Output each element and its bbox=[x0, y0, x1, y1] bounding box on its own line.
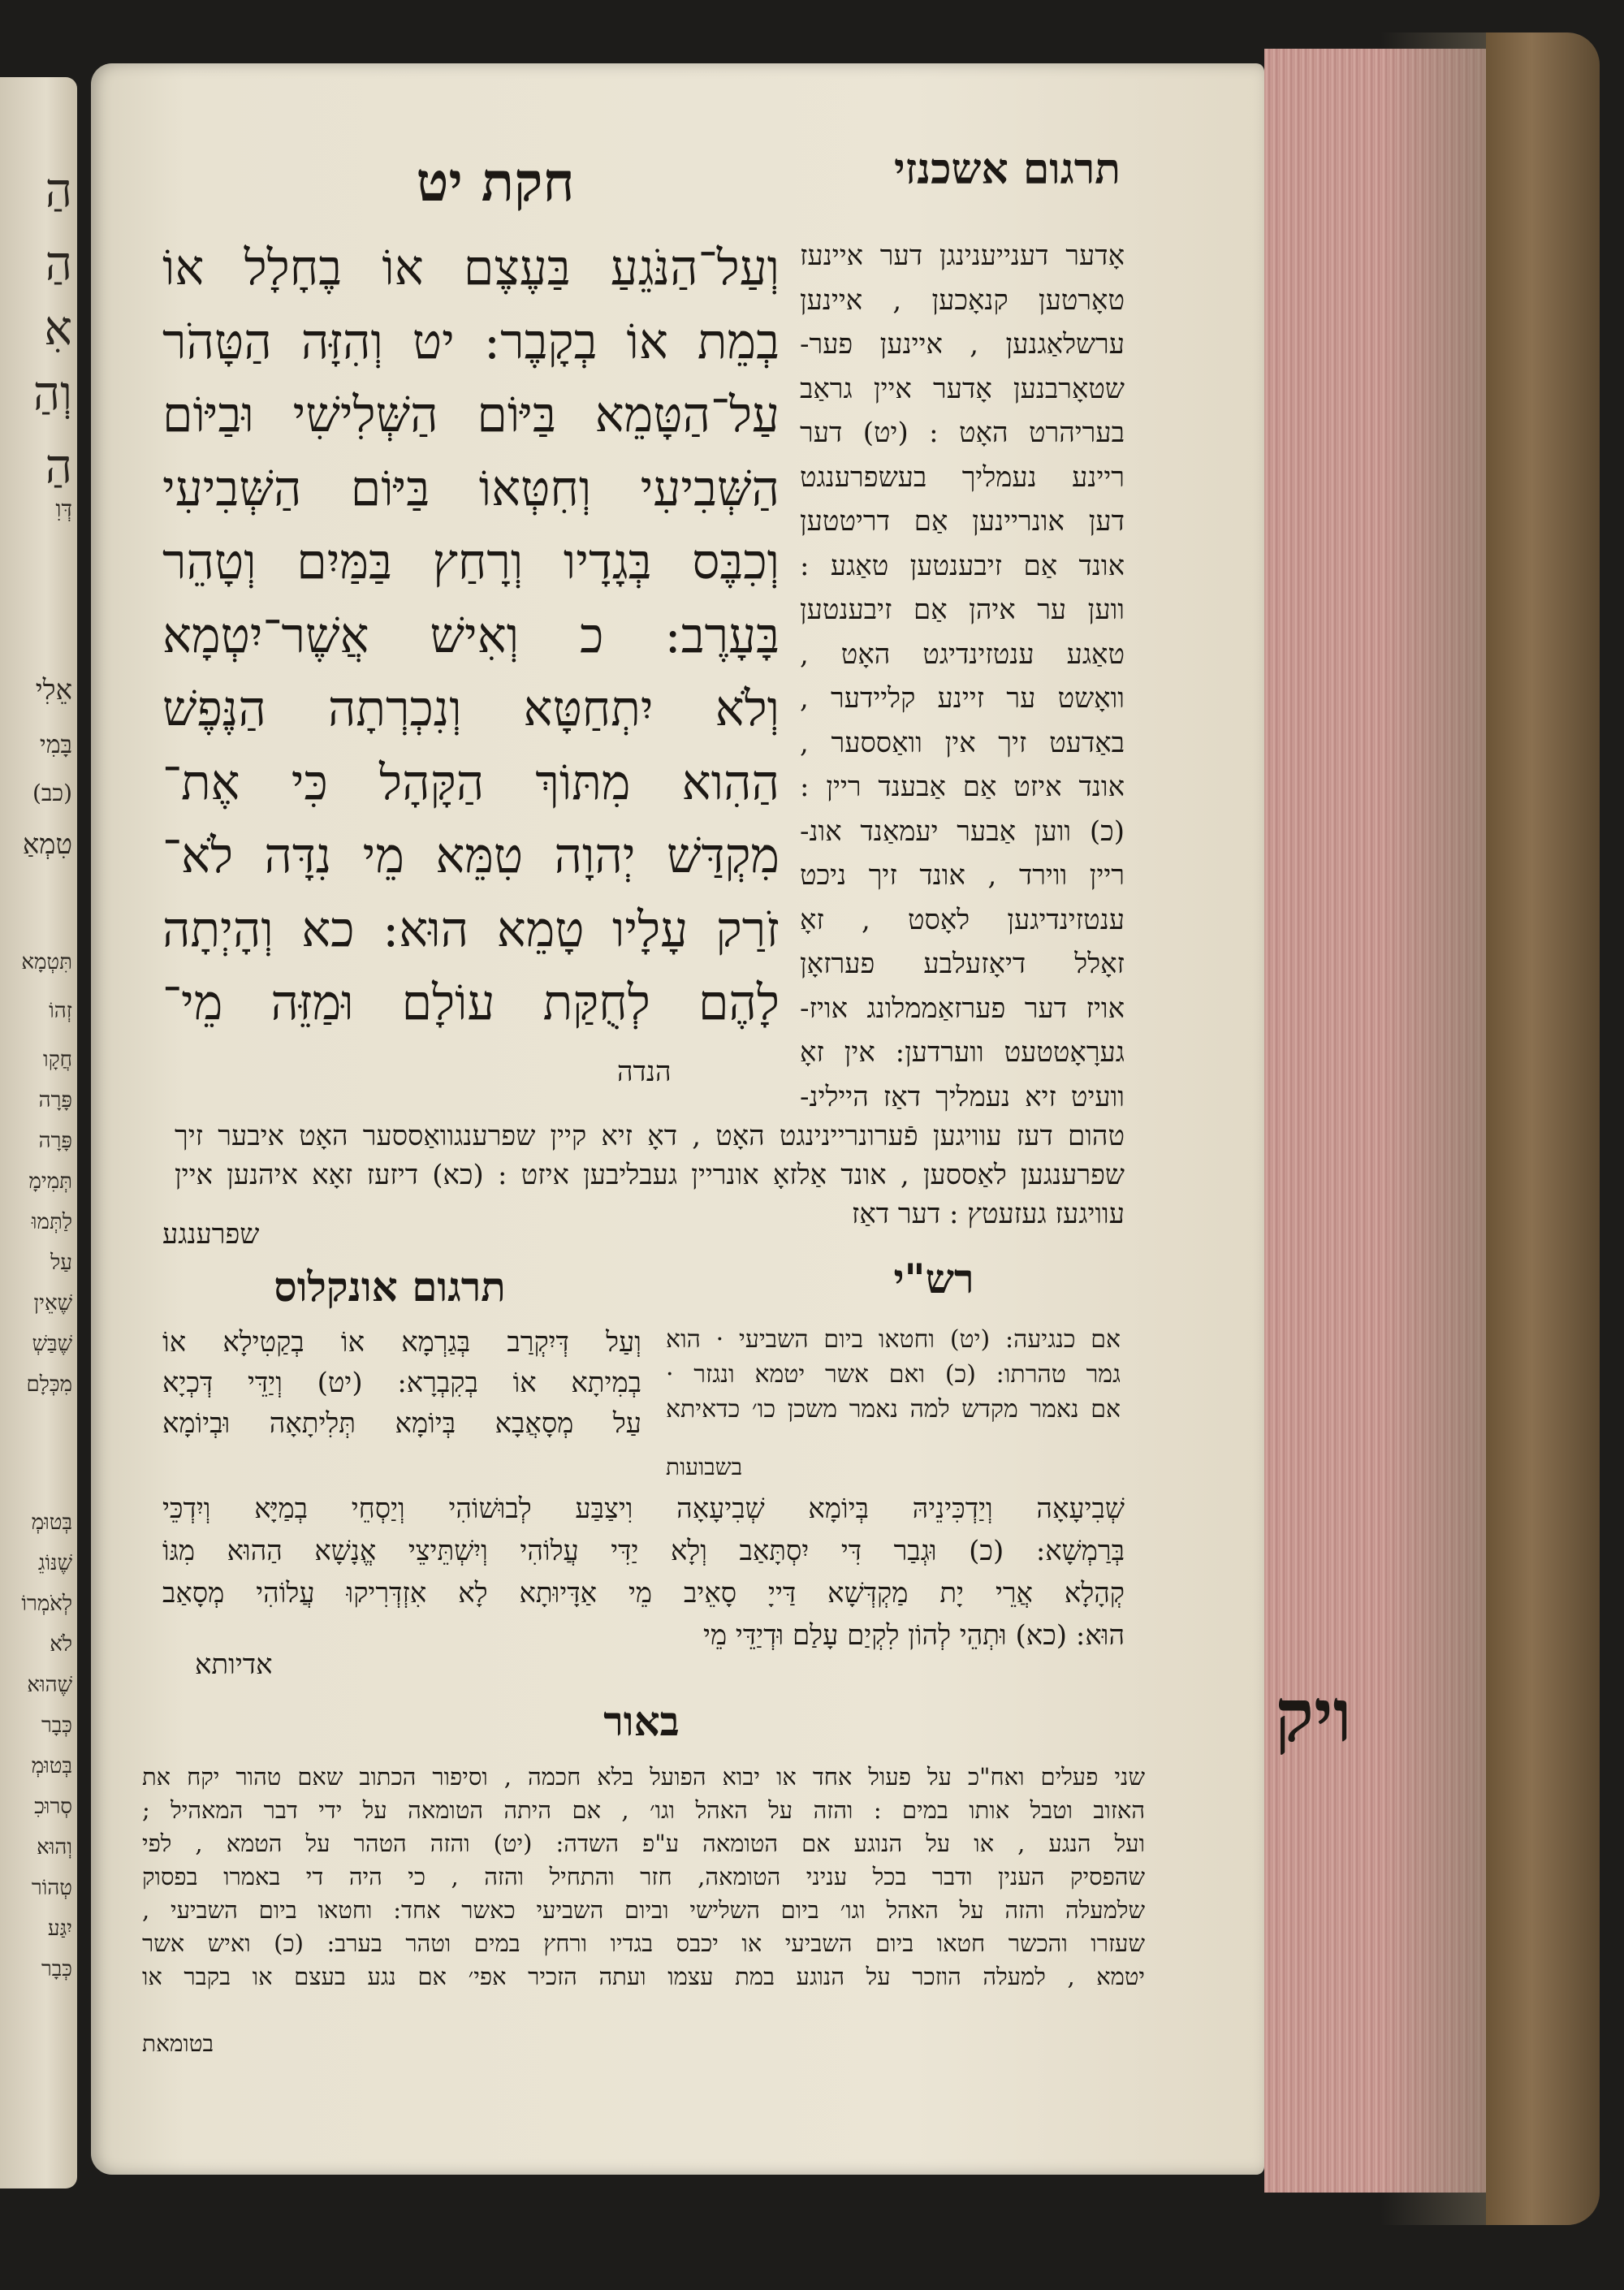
onkelos-heading: תרגום אונקלוס bbox=[274, 1263, 506, 1311]
left-page-fragment: זְהוֹ bbox=[49, 999, 72, 1023]
left-page-fragment: שֶׁבַּשְׁ bbox=[32, 1332, 72, 1356]
left-page-fragment: וְהוּא bbox=[37, 1835, 72, 1860]
left-page-fragment: תִּטְמָא bbox=[21, 950, 72, 974]
left-page-fragment: הַ bbox=[45, 162, 72, 218]
scripture-catchword: הנדה bbox=[617, 1056, 672, 1088]
left-page-fragment: (כב) bbox=[32, 780, 72, 806]
yiddish-line: דען אונריינען אַם דריטטען bbox=[800, 505, 1125, 538]
left-page-fragment: לַתְּמוּ bbox=[31, 1210, 72, 1234]
onkelos-line: בְמִיתָא אוֹ בְקִבְרָא: (יט) וְיַדֵּי דְּכְיָא bbox=[162, 1367, 641, 1399]
yiddish-line: ענטזינדיגען לאָסט , זאָ bbox=[800, 903, 1125, 936]
biur-line: שלמעלה והזה על האהל וגו׳ ביום השלישי וביום השביעי כאשר אחד: וחטאו ביום השביעי , bbox=[142, 1896, 1145, 1924]
scripture-line: בָּעָרֶב: כ וְאִישׁ אֲשֶׁר־יִטְמָא bbox=[162, 607, 780, 664]
running-head-translation: תרגום אשכנזי bbox=[894, 145, 1121, 194]
biur-line: יטמא , למעלה הוזכר על הנוגע במת עצמו ועתה הזכיר אפי׳ אם נגע בעצם או בקבר או bbox=[142, 1963, 1145, 1990]
yiddish-line: גערָאָטטעט ווערדען: אין זאָ bbox=[800, 1036, 1125, 1069]
running-head-parashah: חקת יט bbox=[416, 150, 575, 214]
left-page-fragment: בְּטוּמְ bbox=[31, 1510, 72, 1535]
yiddish-line: טאָרטען קנאָכען , איינען bbox=[800, 283, 1125, 317]
biur-line: שעזרו והכשר חטאו ביום השביעי או יכבס בגדיו ורחץ במים וטהר בערב: (כ) ואיש אשר bbox=[142, 1929, 1145, 1957]
onkelos-line: בְּרַמְשָׁא: (כ) וּגְבַר דִּי יִסְתָּאַב וְלָא יַדִּי עֲלוֹהִי וְיִשְׁתֵּיצֵי אֱנָשָׁא הַהוּא מִגּוֹ bbox=[162, 1535, 1125, 1567]
left-page-fragment: תְּמִימָ bbox=[28, 1169, 72, 1194]
book-cover bbox=[1486, 32, 1600, 2225]
left-page-fragment: אִ bbox=[44, 300, 72, 356]
left-page-fragment: דְּוִ bbox=[55, 495, 72, 522]
left-page-fragment: פָּרָה bbox=[38, 1129, 72, 1153]
scripture-text bbox=[162, 231, 780, 1040]
scripture-line: בְמֵת אוֹ בְקָבֶר: יט וְהִזָּה הַטָּהֹר bbox=[162, 313, 780, 370]
scripture-line: לָהֶם לְחֻקַּת עוֹלָם וּמַזֵּה מֵי־ bbox=[162, 974, 780, 1031]
rashi-line: אם כנגיעה: (יט) וחטאו ביום השביעי · הוא bbox=[666, 1325, 1121, 1354]
biur-line: שהפסיק הענין ודבר בכל עניני הטומאה, חזר והתחיל והזה , כי היה די באמרו בפסוק bbox=[142, 1863, 1145, 1890]
yiddish-line: וואָשט ער זיינע קליידער , bbox=[800, 682, 1125, 715]
yiddish-line: ריין ווירד , אונד זיך ניכט bbox=[800, 859, 1125, 892]
yiddish-line: עוויגעז געזעטץ : דער דאַז bbox=[851, 1198, 1125, 1230]
onkelos-catchword: אדיותא bbox=[195, 1648, 273, 1681]
yiddish-line: שטאָרבנען אָדער איין גראַב bbox=[800, 372, 1125, 405]
onkelos-line: שְׁבִיעָאָה וְיַדְכִּינֵיהּ בְּיוֹמָא שְׁבִיעָאָה וִיצַבַּע לְבוּשׁוֹהִי וְיַסְחֵי בְמַיָּא וְיִדְכֵּי bbox=[162, 1493, 1125, 1525]
scripture-line: זֹרַק עָלָיו טָמֵא הוּא: כא וְהָיְתָה bbox=[162, 901, 780, 958]
cover-shadow bbox=[1380, 32, 1502, 2225]
rashi-line: גמר טהרתו: (כ) ואם אשר יטמא ונגזר · bbox=[666, 1360, 1121, 1389]
scripture-line: הַהִוא מִתּוֹךְ הַקָּהָל כִּי אֶת־ bbox=[162, 754, 780, 811]
scripture-line: הַשְּׁבִיעִי וְחִטְּאוֹ בַּיּוֹם הַשְּׁבִיעִי bbox=[162, 460, 780, 517]
left-page-fragment: וְהַ bbox=[32, 365, 72, 421]
left-page-fragment: הַ bbox=[45, 235, 72, 291]
yiddish-translation-continued bbox=[175, 1117, 1125, 1234]
yiddish-line: אָדער דענייענינגן דער איינעז bbox=[800, 240, 1125, 272]
left-page-fragment: עַל bbox=[50, 1251, 72, 1275]
left-page-fragment: חֲקָו bbox=[43, 1048, 72, 1072]
yiddish-line: שפרענגען לאַססען , אונד אַלזאָ אונריין געבליבען איזט : (כא) דיזעז זאָא איהנען איין bbox=[175, 1159, 1125, 1191]
scripture-line: וְעַל־הַנֹּגֵעַ בַּעֶצֶם אוֹ בֶחָלָל אוֹ bbox=[162, 240, 780, 296]
rashi-heading: רש"י bbox=[893, 1255, 974, 1303]
yiddish-line: באַדעט זיך אין וואַססער , bbox=[800, 726, 1125, 759]
left-page-fragment: שֶׁנּוֹגֵ bbox=[37, 1551, 72, 1575]
edge-ink-mark: ויק bbox=[1275, 1673, 1352, 1759]
left-page-fragment: טְהוֹר bbox=[31, 1876, 72, 1900]
left-page-fragment: בְּטוּמְ bbox=[31, 1754, 72, 1778]
biur-catchword: בטומאת bbox=[142, 2030, 214, 2057]
left-page-fragment: לְאֹמְרוֹ bbox=[21, 1592, 72, 1616]
left-page-fragment: יִגַּע bbox=[47, 1916, 72, 1941]
left-page-fragment: פָּרָה bbox=[38, 1088, 72, 1113]
onkelos-line: קְהָלָא אֲרֵי יָת מַקְדְּשָׁא דַּייָ סָאֵיב מֵי אַדָּיוּתָא לָא אִזְדְּרִיקוּ עֲלוֹהִי מְסָאַב bbox=[162, 1577, 1125, 1609]
yiddish-translation-column bbox=[800, 234, 1125, 1119]
left-page-fragment: הַ bbox=[45, 439, 72, 494]
left-page-fragment: בָּמִי bbox=[39, 731, 72, 759]
scripture-line: עַל־הַטָּמֵא בַּיּוֹם הַשְּׁלִישִׁי וּבַיּוֹם bbox=[162, 387, 780, 443]
left-page-fragment: טִמְאַ bbox=[22, 828, 72, 861]
yiddish-line: וועיט זיא נעמליך דאַז היילינ- bbox=[800, 1080, 1125, 1113]
onkelos-line: וְעַל דְּיִקְרַב בְּגַרְמָא אוֹ בְקַטִילָא אוֹ bbox=[162, 1326, 641, 1359]
biur-line: האזוב וטבל אותו במים : והזה על האהל וגו׳ , אם היתה הטומאה על ידי דבר המאהיל ; bbox=[142, 1796, 1145, 1824]
onkelos-line: עַל מְסָאֲבָא בְּיוֹמָא תְּלִיתָאָה וּבְיוֹמָא bbox=[162, 1407, 641, 1440]
scripture-line: מִקְדַּשׁ יְהוָה טִמֵּא מֵי נִדָּה לֹא־ bbox=[162, 827, 780, 884]
onkelos-line: הוּא: (כא) וּתְהֵי לְהוֹן לִקְיַם עָלַם וּדְיַדֵּי מֵי bbox=[703, 1619, 1125, 1652]
yiddish-line: ווען ער איהן אַם זיבענטען bbox=[800, 594, 1125, 626]
scripture-line: וְלֹא יִתְחַטָּא וְנִכְרְתָה הַנֶּפֶשׁ bbox=[162, 681, 780, 737]
yiddish-line: טהום דעז עוויגען פֿערונריינינגט האָט , דאָ זיא קיין שפרענגוואַססער האָט איבער זיך bbox=[175, 1120, 1125, 1152]
rashi-commentary bbox=[666, 1322, 1121, 1427]
yiddish-line: בעריהרט האָט : (יט) דער bbox=[800, 417, 1125, 449]
left-page-fragment: מִכְּלָם bbox=[26, 1372, 72, 1397]
biur-line: שני פעלים ואח"כ על פעול אחד או יבוא הפועל בלא חכמה , וסיפור הכתוב שאם טהור יקח את bbox=[142, 1763, 1145, 1791]
left-page-fragment: סְרוּכִ bbox=[34, 1795, 72, 1819]
onkelos-targum bbox=[162, 1322, 641, 1444]
rashi-line: אם נאמר מקדש למה נאמר משכן כו׳ כדאיתא bbox=[666, 1395, 1121, 1424]
rashi-catchword: בשבועות bbox=[666, 1454, 743, 1480]
yiddish-line: טאַגע ענטזינדיגט האָט , bbox=[800, 637, 1125, 671]
left-page-fragment: אֵלִי bbox=[35, 674, 72, 706]
yiddish-line: ריינע נעמליך בעשפרענגט bbox=[800, 460, 1125, 494]
biur-heading: באור bbox=[603, 1697, 680, 1745]
scripture-line: וְכִבֶּס בְּגָדָיו וְרָחַץ בַּמַּיִם וְטָהֵר bbox=[162, 534, 780, 590]
left-page-fragment: שֶׁאֵין bbox=[33, 1291, 72, 1316]
yiddish-line: אויז דער פערזאַממלונג אויז- bbox=[800, 992, 1125, 1025]
left-page-fragment: שֶׁהוּא bbox=[27, 1673, 72, 1697]
yiddish-catchword: שפרענגע bbox=[162, 1218, 260, 1251]
yiddish-line: אונד אַם זיבענטען טאַגע : bbox=[800, 549, 1125, 582]
left-page-fragment: לֹא bbox=[50, 1632, 72, 1657]
yiddish-line: זאָלל דיאָזעלבע פערזאָן bbox=[800, 948, 1125, 980]
yiddish-line: ערשלאַגנען , איינען פער- bbox=[800, 328, 1125, 361]
yiddish-line: אונד איזט אַם אַבענד ריין : bbox=[800, 771, 1125, 803]
yiddish-line: (כ) ווען אַבער יעמאַנד אונ- bbox=[800, 814, 1125, 848]
biur-line: ועל הנגע , או על הנוגע אם הטומאה ע"פ השדה: (יט) והזה הטהר על הטמא , לפי bbox=[142, 1830, 1145, 1857]
left-page-edge bbox=[0, 77, 77, 2188]
left-page-fragment: כְּבָר bbox=[41, 1957, 72, 1981]
onkelos-targum-continued bbox=[162, 1488, 1125, 1657]
left-page-fragment: כְּבָר bbox=[41, 1713, 72, 1738]
biur-commentary bbox=[142, 1761, 1145, 1994]
